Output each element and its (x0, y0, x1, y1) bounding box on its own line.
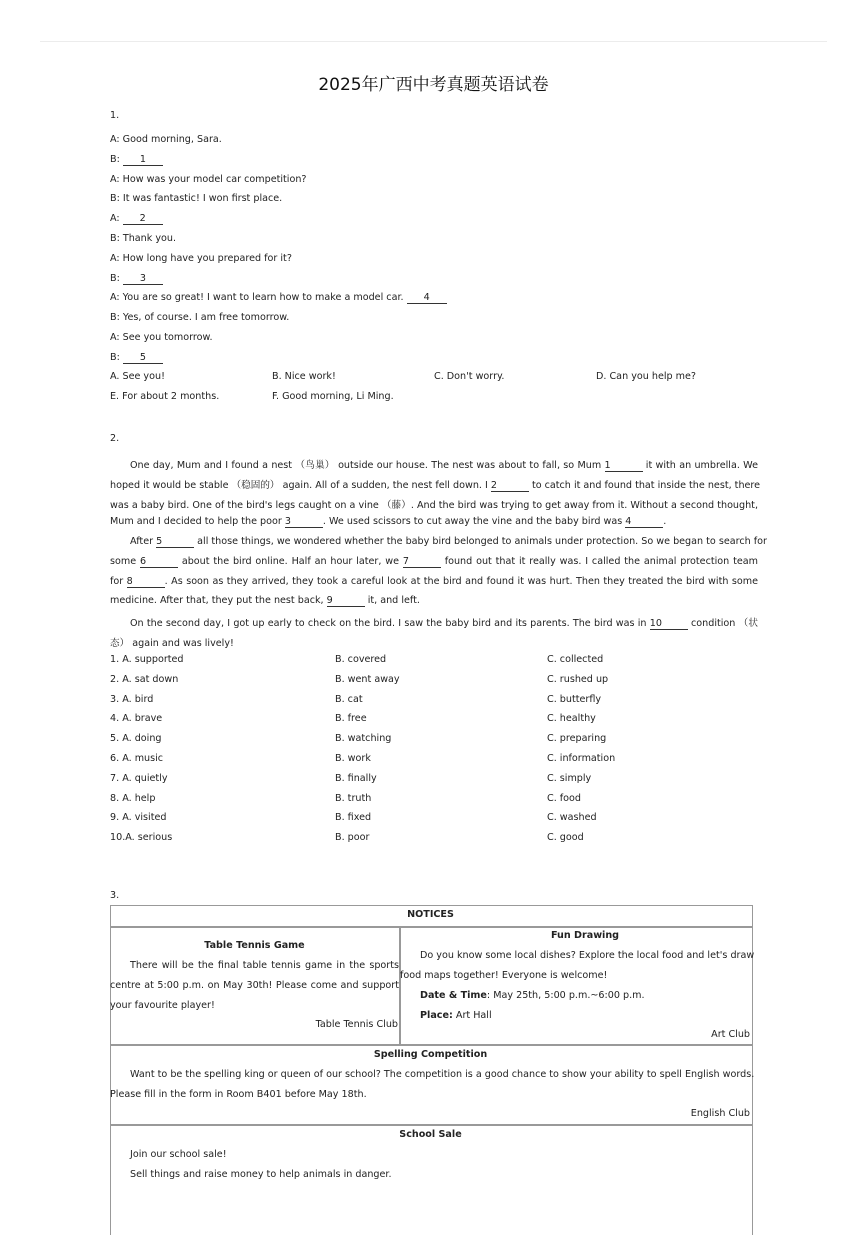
option-item: C. rushed up (547, 673, 609, 685)
dialogue-text: A: You are so great! I want to learn how to make a model car. (110, 292, 407, 304)
passage-line (110, 497, 758, 511)
passage-text: After (130, 536, 157, 547)
passage-text: some (110, 555, 140, 567)
passage-text: was a baby bird. One of the bird's legs caught on a vine （藤）. And the bird was trying to get away from it. Without a second thought, (110, 499, 758, 511)
question-2-number: 2. (110, 433, 120, 444)
dialogue-line (110, 312, 289, 323)
option-item: B. cat (335, 693, 363, 705)
passage-line (110, 635, 758, 649)
place-label: Place: (420, 1010, 453, 1021)
table-tennis-line-3: your favourite player! (110, 1000, 215, 1011)
answer-blank: 4 (625, 516, 663, 528)
fun-drawing-line-2: food maps together! Everyone is welcome! (400, 970, 608, 981)
dialogue-text: B: It was fantastic! I won first place. (110, 193, 283, 205)
option-item: E. For about 2 months. (110, 391, 220, 402)
table-tennis-title: Table Tennis Game (204, 940, 305, 951)
answer-blank: 1 (605, 460, 643, 472)
question-3-number: 3. (110, 890, 120, 901)
dialogue-text: B: (110, 153, 123, 165)
passage-text: for (110, 575, 127, 587)
passage-text: it, and left. (364, 595, 420, 607)
answer-blank: 5 (156, 536, 194, 548)
passage-text: hoped it would be stable （稳固的） again. All of a sudden, the nest fell down. I (110, 479, 491, 491)
option-item: B. work (335, 753, 371, 764)
answer-blank: 10 (650, 618, 688, 630)
option-item: 8. A. help (110, 792, 156, 804)
option-item: C. information (547, 753, 616, 764)
table-tennis-sign: Table Tennis Club (315, 1019, 398, 1030)
option-item: C. Don't worry. (434, 371, 505, 382)
spelling-title: Spelling Competition (373, 1049, 488, 1060)
option-item: 10.A. serious (110, 832, 173, 844)
passage-line (110, 576, 758, 588)
passage-text: . As soon as they arrived, they took a careful look at the bird and found it was hurt. Then they treated the bird with some (164, 575, 758, 587)
passage-line (110, 595, 758, 607)
option-item: 2. A. sat down (110, 673, 179, 685)
option-item: B. fixed (335, 812, 372, 824)
option-item: B. poor (335, 832, 370, 844)
passage-line (130, 536, 767, 548)
passage-text: . We used scissors to cut away the vine and the baby bird was (322, 516, 626, 528)
passage-text: 态） again and was lively! (110, 637, 234, 649)
dialogue-text: B: (110, 272, 123, 284)
option-item: C. collected (547, 654, 604, 665)
answer-blank: 8 (127, 576, 165, 588)
dialogue-text: A: See you tomorrow. (110, 332, 213, 343)
option-item: C. washed (547, 812, 597, 824)
fun-drawing-cell (399, 926, 753, 1046)
passage-text: found out that it really was. I called the animal protection team (440, 555, 758, 567)
option-item: 1. A. supported (110, 654, 184, 665)
dialogue-line (110, 174, 307, 185)
option-item: 6. A. music (110, 753, 164, 764)
passage-line (110, 556, 758, 568)
school-sale-line-1: Join our school sale! (130, 1149, 227, 1160)
answer-blank: 3 (123, 273, 163, 285)
table-tennis-line-2: centre at 5:00 p.m. on May 30th! Please come and support (110, 980, 399, 991)
passage-text: medicine. After that, they put the nest back, (110, 595, 327, 607)
option-item: B. truth (335, 792, 372, 804)
passage-text: One day, Mum and I found a nest （鸟巢） outside our house. The nest was about to fall, so Mum (130, 460, 605, 471)
dialogue-text: A: How long have you prepared for it? (110, 252, 292, 264)
dialogue-line (110, 154, 163, 166)
option-item: C. healthy (547, 713, 596, 725)
passage-text: . (663, 516, 667, 528)
passage-text: all those things, we wondered whether the baby bird belonged to animals under protection. So we began to search for (194, 536, 767, 547)
dialogue-line (110, 193, 282, 204)
passage-text: condition （状 (687, 618, 758, 629)
option-item: A. See you! (110, 371, 165, 382)
option-item: D. Can you help me? (596, 371, 696, 382)
answer-blank: 9 (327, 595, 365, 607)
dialogue-text: B: (110, 351, 123, 363)
option-item: B. Nice work! (272, 371, 336, 382)
dialogue-text: A: (110, 213, 123, 225)
table-tennis-line-1: There will be the final table tennis game in the sports (130, 960, 399, 971)
option-item: 9. A. visited (110, 812, 167, 824)
dialogue-line (110, 292, 447, 304)
dialogue-line (110, 233, 176, 244)
place-value: Art Hall (452, 1010, 492, 1021)
option-item: C. simply (547, 772, 592, 784)
option-item: B. finally (335, 772, 377, 784)
option-item: B. free (335, 713, 367, 725)
answer-blank: 2 (123, 213, 163, 225)
answer-blank: 6 (140, 556, 178, 568)
question-1-number: 1. (110, 110, 120, 121)
header-divider (40, 41, 827, 42)
date-label: Date & Time (420, 990, 487, 1001)
answer-blank: 3 (285, 516, 323, 528)
dialogue-line (110, 134, 222, 145)
option-item: 4. A. brave (110, 713, 163, 725)
option-item: 3. A. bird (110, 693, 154, 705)
option-item: C. butterfly (547, 693, 602, 705)
answer-blank: 5 (123, 352, 163, 364)
fun-drawing-place (420, 1010, 492, 1021)
dialogue-line (110, 213, 163, 225)
date-value: : May 25th, 5:00 p.m.~6:00 p.m. (486, 990, 645, 1001)
passage-line (130, 457, 758, 472)
passage-text: about the bird online. Half an hour later, we (177, 555, 403, 567)
spelling-sign: English Club (690, 1108, 750, 1119)
passage-text: Mum and I decided to help the poor (110, 516, 285, 528)
dialogue-line (110, 332, 213, 343)
dialogue-line (110, 253, 292, 264)
page-title: 2025年广西中考真题英语试卷 (318, 75, 549, 95)
option-item: B. covered (335, 654, 387, 665)
dialogue-text: A: Good morning, Sara. (110, 134, 222, 145)
notices-header: NOTICES (407, 909, 454, 920)
fun-drawing-date (420, 990, 645, 1001)
spelling-line-1: Want to be the spelling king or queen of our school? The competition is a good chance to show your ability to spell English words. (130, 1069, 755, 1080)
passage-line (110, 516, 758, 528)
passage-line (110, 477, 761, 492)
dialogue-text: B: Thank you. (110, 233, 177, 244)
option-item: 7. A. quietly (110, 772, 168, 784)
option-item: C. food (547, 792, 582, 804)
passage-line (130, 615, 758, 630)
spelling-line-2: Please fill in the form in Room B401 before May 18th. (110, 1089, 367, 1100)
passage-text: to catch it and found that inside the nest, there (528, 479, 761, 491)
answer-blank: 1 (123, 154, 163, 166)
fun-drawing-sign: Art Club (711, 1029, 750, 1040)
dialogue-line (110, 273, 163, 285)
school-sale-line-2: Sell things and raise money to help animals in danger. (130, 1169, 392, 1180)
school-sale-title: School Sale (399, 1129, 462, 1140)
option-item: 5. A. doing (110, 733, 162, 745)
option-item: C. good (547, 832, 584, 844)
option-item: F. Good morning, Li Ming. (272, 391, 394, 402)
option-item: C. preparing (547, 733, 607, 745)
passage-text: it with an umbrella. We (642, 460, 758, 471)
dialogue-line (110, 352, 163, 364)
option-item: B. went away (335, 673, 400, 685)
fun-drawing-title: Fun Drawing (550, 930, 620, 941)
dialogue-text: B: Yes, of course. I am free tomorrow. (110, 312, 290, 324)
answer-blank: 7 (403, 556, 441, 568)
option-item: B. watching (335, 733, 392, 745)
fun-drawing-line-1: Do you know some local dishes? Explore the local food and let's draw (420, 950, 755, 961)
answer-blank: 2 (491, 480, 529, 492)
passage-text: On the second day, I got up early to check on the bird. I saw the baby bird and its parents. The bird was in (130, 618, 650, 629)
answer-blank: 4 (407, 292, 447, 304)
dialogue-text: A: How was your model car competition? (110, 173, 307, 185)
